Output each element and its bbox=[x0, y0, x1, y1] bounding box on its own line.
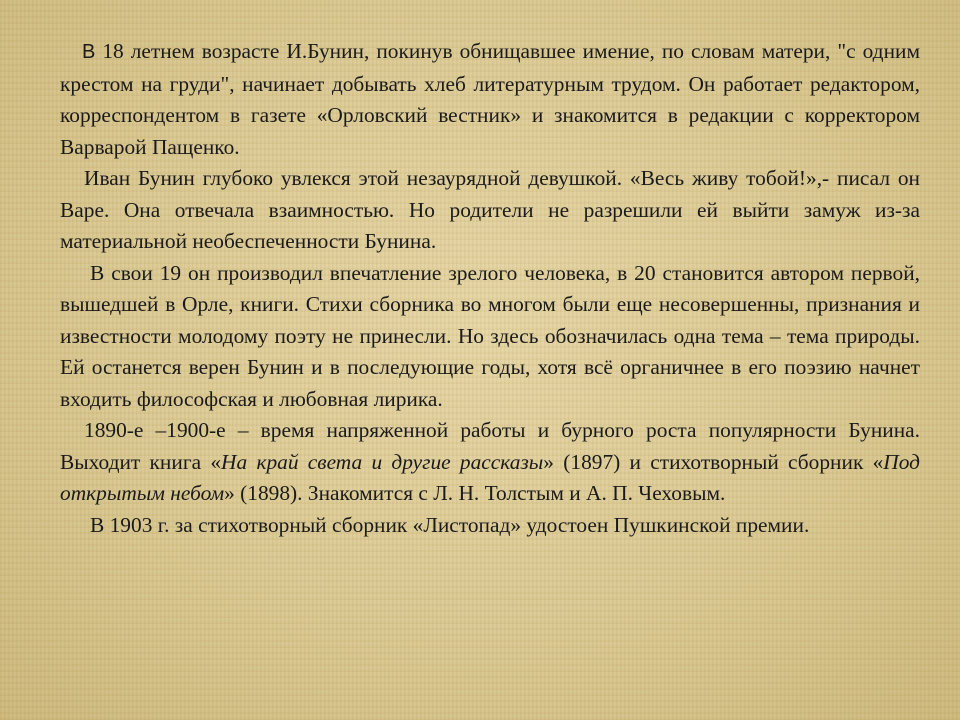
paragraph-5 bbox=[60, 510, 920, 542]
book-title-pod-otkrytym-nebom: Под открытым небом bbox=[60, 449, 920, 505]
paragraph-1 bbox=[60, 36, 920, 163]
slide-text-body bbox=[60, 36, 920, 686]
paragraph-1-text: 18 летнем возрасте И.Бунин, покинув обнищавшее имение, по словам матери, "с одним крестом на груди", начинает добывать хлеб литературным трудом. Он работает редактором, корреспондентом в газете «Орловский вестник» и знакомится в редакции с корректором Варварой Пащенко. bbox=[60, 39, 920, 159]
paragraph-2-text: Иван Бунин глубоко увлекся этой незаурядной девушкой. «Весь живу тобой!»,- писал он Варе. Она отвечала взаимностью. Но родители не разрешили ей выйти замуж из-за материальной необеспеченности Бунина. bbox=[60, 166, 920, 253]
paragraph-4-text-a: 1890-е –1900-е – время напряженной работы и бурного роста популярности Бунина. Выходит книга « bbox=[60, 418, 920, 474]
paragraph-3 bbox=[60, 258, 920, 416]
paragraph-1-lead-letter: В bbox=[82, 41, 96, 63]
paragraph-2 bbox=[60, 163, 920, 258]
paragraph-5-text: В 1903 г. за стихотворный сборник «Листопад» удостоен Пушкинской премии. bbox=[90, 512, 810, 537]
paragraph-4 bbox=[60, 415, 920, 510]
paragraph-3-text: В свои 19 он производил впечатление зрелого человека, в 20 становится автором первой, вышедшей в Орле, книги. Стихи сборника во многом были еще несовершенны, признания и известности молодому поэту не принесли. Но здесь обозначилась одна тема – тема природы. Ей останется верен Бунин и в последующие годы, хотя всё органичнее в его поэзию начнет входить философская и любовная лирика. bbox=[60, 260, 920, 411]
book-title-na-kray-sveta: На край света и другие рассказы bbox=[221, 449, 544, 474]
paragraph-4-text-b: » (1897) и стихотворный сборник « bbox=[543, 449, 884, 474]
paragraph-4-text-c: » (1898). Знакомится с Л. Н. Толстым и А. П. Чеховым. bbox=[224, 481, 726, 505]
